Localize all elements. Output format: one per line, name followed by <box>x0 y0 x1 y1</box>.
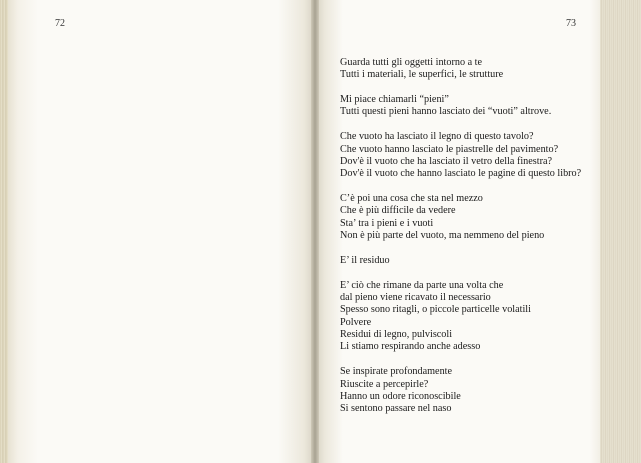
poem-line: E’ il residuo <box>340 254 390 266</box>
poem-line: Li stiamo respirando anche adesso <box>340 341 481 353</box>
poem-line: Che vuoto hanno lasciato le piastrelle del pavimento? <box>340 143 559 155</box>
left-page <box>8 0 315 463</box>
book-gutter <box>311 0 319 463</box>
poem-line: Dov'è il vuoto che ha lasciato il vetro della finestra? <box>340 155 553 167</box>
poem-line: Mi piace chiamarli “pieni” <box>340 94 449 106</box>
poem-line: Se inspirate profondamente <box>340 366 453 378</box>
poem-stanza <box>340 131 590 180</box>
right-page-number: 73 <box>566 18 576 29</box>
poem-line: E’ ciò che rimane da parte una volta che <box>340 279 504 291</box>
poem-stanza <box>340 94 590 119</box>
poem-line: Sta’ tra i pieni e i vuoti <box>340 217 434 229</box>
poem-line: Guarda tutti gli oggetti intorno a te <box>340 57 483 68</box>
poem-stanza <box>340 57 590 82</box>
poem-line: Spesso sono ritagli, o piccole particelle volatili <box>340 304 531 316</box>
poem-stanza <box>340 280 590 354</box>
poem-line: C’è poi una cosa che sta nel mezzo <box>340 193 483 205</box>
poem-line: Polvere <box>340 316 372 328</box>
poem-line: Dov'è il vuoto che hanno lasciato le pagine di questo libro? <box>340 168 582 180</box>
poem-line: Tutti i materiali, le superfici, le strutture <box>340 69 504 81</box>
poem-text <box>340 57 590 428</box>
poem-line: Che è più difficile da vedere <box>340 205 456 217</box>
poem-stanza <box>340 193 590 242</box>
poem-line: Hanno un odore riconoscibile <box>340 390 461 402</box>
poem-line: Si sentono passare nel naso <box>340 403 452 415</box>
poem-line: Che vuoto ha lasciato il legno di questo tavolo? <box>340 131 534 143</box>
poem-line: Riuscite a percepirle? <box>340 378 429 390</box>
poem-stanza <box>340 255 590 267</box>
poem-stanza <box>340 366 590 415</box>
right-fore-edge <box>600 0 641 463</box>
poem-line: Non è più parte del vuoto, ma nemmeno del pieno <box>340 230 545 242</box>
left-page-number: 72 <box>55 18 65 29</box>
poem-line: dal pieno viene ricavato il necessario <box>340 292 491 304</box>
poem-line: Residui di legno, pulviscoli <box>340 329 453 341</box>
poem-line: Tutti questi pieni hanno lasciato dei “vuoti” altrove. <box>340 106 552 118</box>
